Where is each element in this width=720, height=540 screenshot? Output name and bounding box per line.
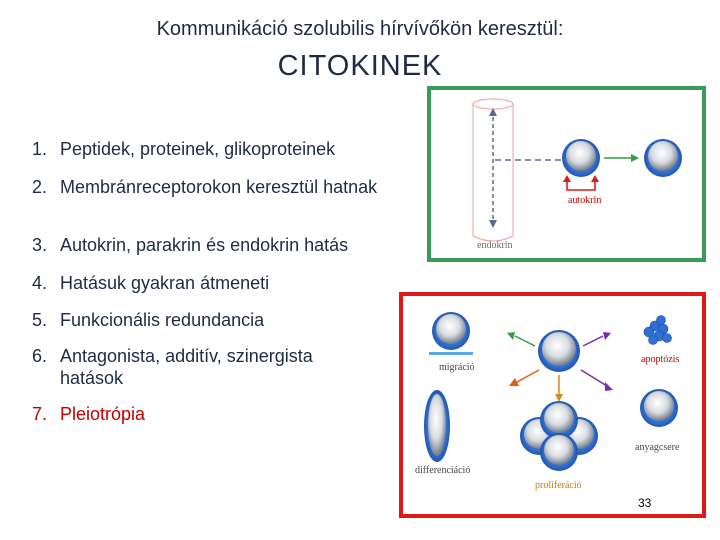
list-item-number: 3.	[32, 235, 48, 255]
label-apoptozis: apoptózis	[641, 354, 680, 365]
label-proliferacio: proliferáció	[535, 480, 582, 491]
page-number: 33	[638, 496, 652, 510]
autocrine-loop-icon	[567, 180, 595, 190]
central-cell-icon	[538, 330, 580, 372]
arrow-icon	[631, 154, 639, 162]
list-item-number: 6.	[32, 346, 48, 366]
list-item-number: 2.	[32, 177, 48, 197]
differentiating-cell-icon	[424, 390, 450, 462]
list-item-number: 5.	[32, 310, 48, 330]
list-item-text: Peptidek, proteinek, glikoproteinek	[60, 139, 336, 159]
pleiotropy-diagram	[399, 292, 706, 518]
list-item-number: 4.	[32, 273, 48, 293]
arrow-icon	[603, 332, 611, 340]
blood-vessel-icon	[473, 99, 513, 241]
list-item-text: Autokrin, parakrin és endokrin hatás	[60, 235, 349, 255]
autocrine-endocrine-diagram	[427, 86, 706, 262]
label-anyagcsere: anyagcsere	[635, 442, 680, 453]
metabolic-cell-icon	[640, 389, 678, 427]
label-endokrin: endokrin	[477, 240, 513, 251]
signaling-illustration	[431, 90, 702, 258]
slide-title: Kommunikáció szolubilis hírvívőkön keresztül:	[156, 18, 564, 40]
list-item-text: Pleiotrópia	[60, 404, 146, 424]
label-differenciacio: differenciáció	[415, 465, 471, 476]
list-item-text: Antagonista, additív, szinergista hatások	[60, 346, 313, 388]
list-item-number: 7.	[32, 404, 48, 424]
arrow-icon	[555, 394, 563, 402]
cell-icon	[562, 139, 600, 177]
cell-icon	[644, 139, 682, 177]
list-item-text: Funkcionális redundancia	[60, 310, 265, 330]
pleiotropy-illustration	[403, 296, 702, 514]
arrow-icon	[507, 332, 515, 340]
migrating-cell-icon	[429, 312, 473, 355]
label-autokrin: autokrin	[568, 195, 602, 206]
list-item-text: Hatásuk gyakran átmeneti	[60, 273, 270, 293]
apoptotic-cell-icon	[644, 316, 672, 345]
list-item-number: 1.	[32, 139, 48, 159]
slide-subtitle: CITOKINEK	[277, 50, 443, 82]
arrow-icon	[605, 382, 613, 391]
proliferating-cells-icon	[520, 401, 598, 471]
list-item-text: Membránreceptorokon keresztül hatnak	[60, 177, 378, 197]
label-migracio: migráció	[439, 362, 475, 373]
